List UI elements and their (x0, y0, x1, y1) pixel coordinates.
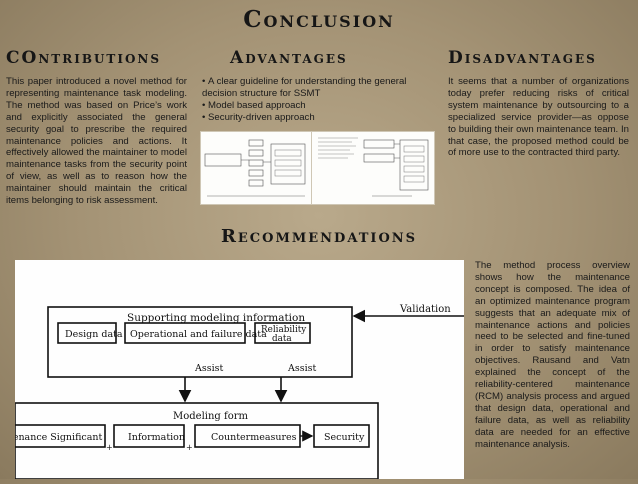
supporting-info-title: Supporting modeling information (127, 312, 306, 324)
advantage-item: • A clear guideline for understanding the general decision structure for SSMT (202, 76, 442, 100)
plus-sign-1: + (106, 443, 113, 452)
disadvantages-text: It seems that a number of organizations today prefer reducing risks of critical system maintenance by outsourcing to a specialized service provider—as oppose to building their own maintenance team. In that case, the proposed method could be of more use to the contracted third party. (448, 76, 629, 159)
countermeasures-label: Countermeasures (211, 432, 297, 443)
operational-data-label: Operational and failure data (130, 329, 267, 340)
advantage-item: • Security-driven approach (202, 112, 442, 124)
recommendations-heading: Recommendations (220, 226, 418, 247)
significant-label: tenance Significant (15, 432, 103, 443)
design-data-label: Design data (65, 329, 123, 340)
disadvantages-heading: Disadvantages (448, 48, 597, 68)
figure-thumbnail-right-graphic (312, 132, 434, 204)
advantage-item: • Model based approach (202, 100, 442, 112)
assist-label-left: Assist (195, 363, 224, 374)
reliability-label-line2: data (272, 334, 292, 344)
security-label: Security (324, 432, 365, 443)
contributions-heading: COntributions (6, 48, 162, 68)
process-diagram-graphic (15, 260, 464, 479)
information-label: Information (128, 432, 186, 443)
advantages-list (202, 76, 442, 124)
plus-sign-2: + (186, 443, 193, 452)
figure-thumbnail-right (311, 131, 435, 205)
figure-thumbnail-left-graphic (201, 132, 313, 204)
recommendations-text: The method process overview shows how the maintenance concept is composed. The idea of an optimized maintenance program suggests that an adequate mix of maintenance actions and policies need to be selected and fine-tuned in order to satisfy maintenance objectives. Rausand and Vatn explained the concept of the reliability-centered maintenance (RCM) analysis process and argued that design data, operational and failure data, as well as reliability data are needed for an effective maintenance analysis. (475, 260, 630, 450)
process-diagram (15, 260, 464, 479)
figure-thumbnail-left (200, 131, 314, 205)
page-title: Conclusion (243, 6, 395, 33)
reliability-label-line1: Reliability (261, 325, 307, 335)
contributions-text: This paper introduced a novel method for representing maintenance task modeling. The method was based on Price’s work and explicitly associated the general security goal to prescribe the required maintenance policies and actions. It effectively allowed the maintainer to model maintenance tasks from the security point of view, as well as to reason how the maintainer should maintain the critical items belonging to risk assessment. (6, 76, 187, 207)
advantages-heading: Advantages (230, 48, 348, 68)
validation-label: Validation (400, 304, 451, 315)
modeling-form-title: Modeling form (173, 411, 248, 422)
assist-label-right: Assist (288, 363, 317, 374)
